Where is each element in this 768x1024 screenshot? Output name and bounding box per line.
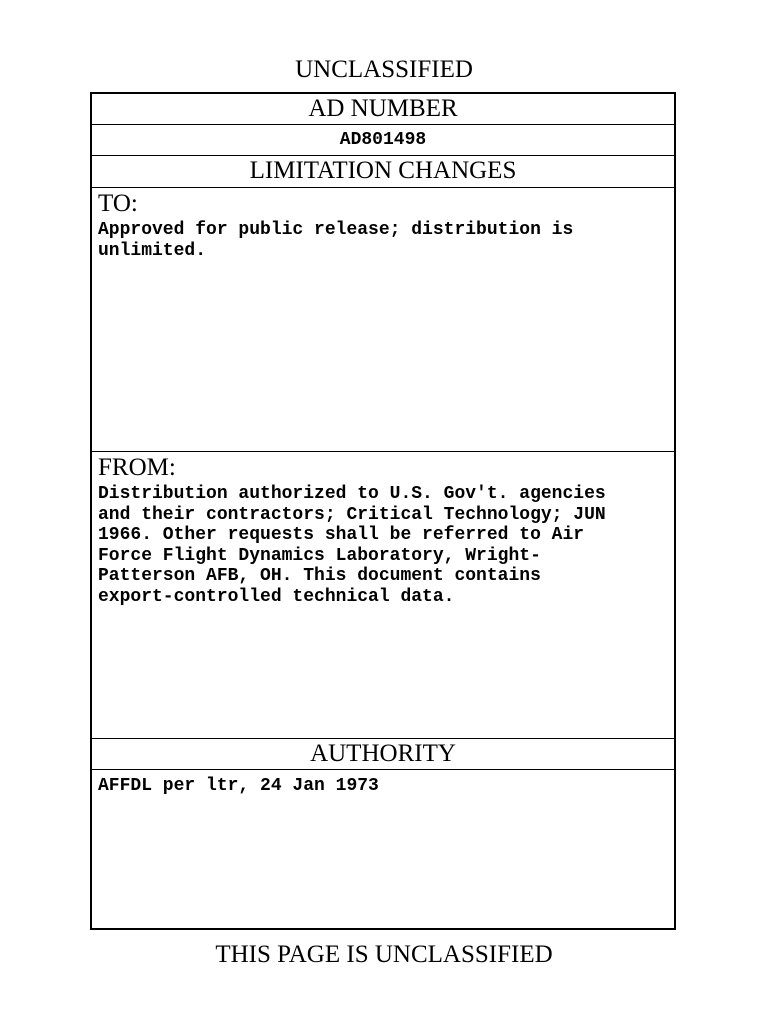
limitation-changes-heading: LIMITATION CHANGES <box>92 156 674 188</box>
to-text: Approved for public release; distribution is unlimited. <box>98 220 574 261</box>
authority-text: AFFDL per ltr, 24 Jan 1973 <box>98 776 379 796</box>
ad-number-value: AD801498 <box>92 125 674 156</box>
top-classification-label: UNCLASSIFIED <box>295 56 473 83</box>
bottom-classification-label: THIS PAGE IS UNCLASSIFIED <box>215 941 553 968</box>
authority-section <box>92 770 674 932</box>
from-label: FROM: <box>98 454 176 481</box>
limitation-changes-form <box>90 92 676 930</box>
from-section <box>92 454 674 739</box>
from-text: Distribution authorized to U.S. Gov't. agencies and their contractors; Critical Technology; JUN 1966. Other requests shall be referred to Air Force Flight Dynamics Laboratory, Wright- Patterson AFB, OH. This document contains export-controlled technical data. <box>98 484 606 607</box>
ad-number-heading: AD NUMBER <box>92 94 674 125</box>
to-label: TO: <box>98 190 138 217</box>
authority-heading: AUTHORITY <box>92 739 674 770</box>
to-section <box>92 190 674 452</box>
